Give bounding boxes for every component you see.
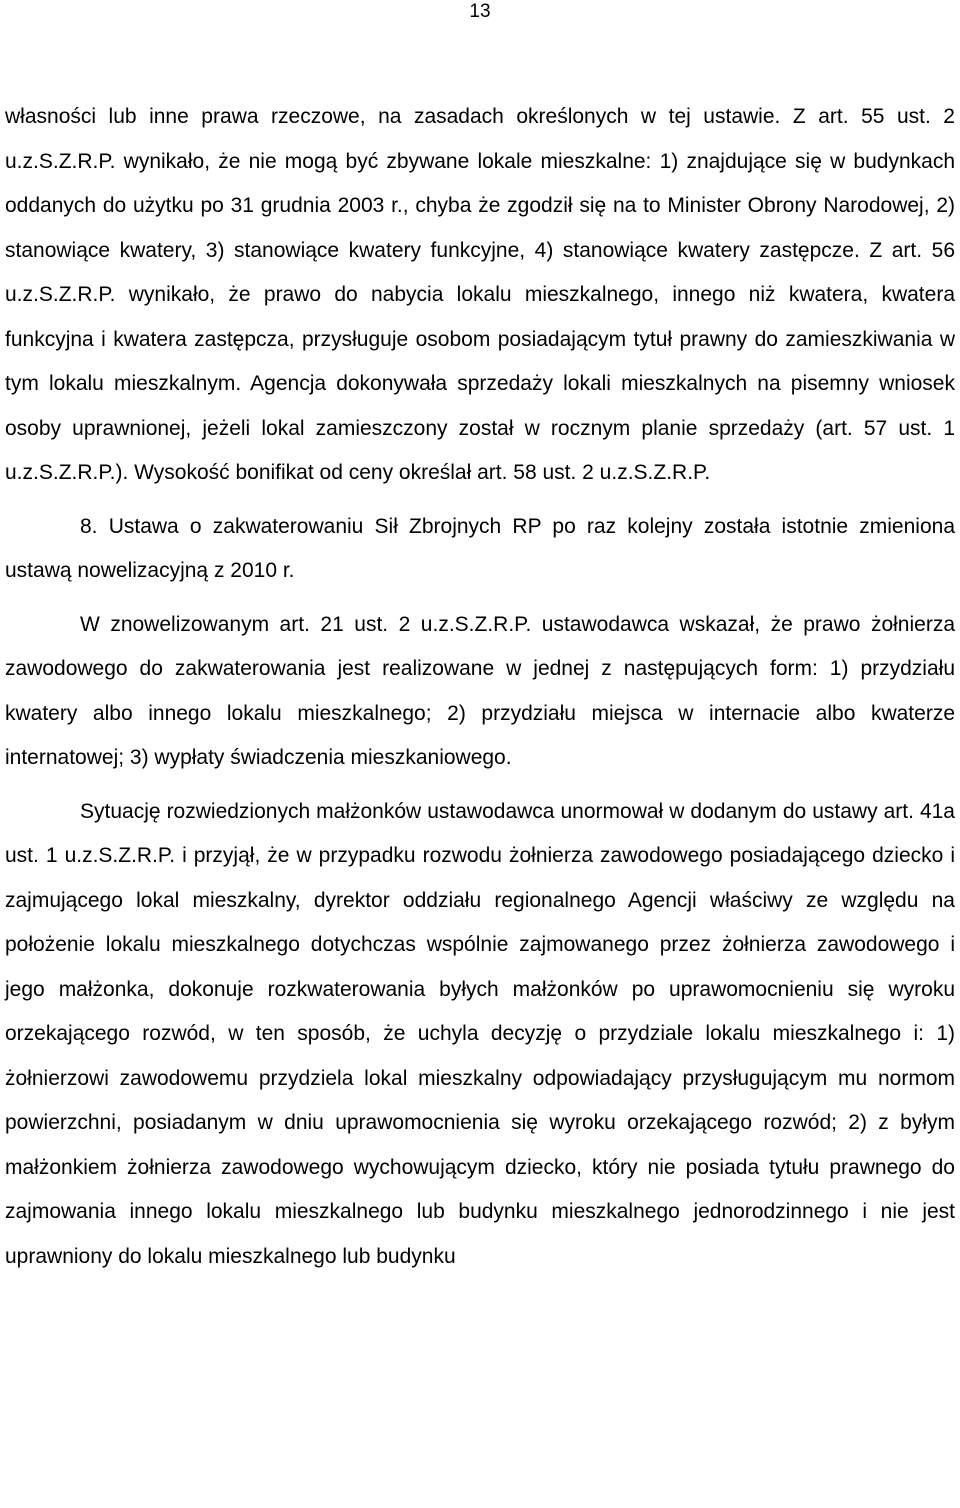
paragraph-art-41a: Sytuację rozwiedzionych małżonków ustawodawca unormował w dodanym do ustawy art. 41a ust. 1 u.z.S.Z.R.P. i przyjął, że w przypadku rozwodu żołnierza zawodowego posiadającego dziecko i zajmującego lokal mieszkalny, dyrektor oddziału regionalnego Agencji właściwy ze względu na położenie lokalu mieszkalnego dotychczas wspólnie zajmowanego przez żołnierza zawodowego i jego małżonka, dokonuje rozkwaterowania byłych małżonków po uprawomocnieniu się wyroku orzekającego rozwód, w ten sposób, że uchyla decyzję o przydziale lokalu mieszkalnego i: 1) żołnierzowi zawodowemu przydziela lokal mieszkalny odpowiadający przysługującym mu normom powierzchni, posiadanym w dniu uprawomocnienia się wyroku orzekającego rozwód; 2) z byłym małżonkiem żołnierza zawodowego wychowującym dziecko, który nie posiada tytułu prawnego do zajmowania innego lokalu mieszkalnego lub budynku mieszkalnego jednorodzinnego i nie jest uprawniony do lokalu mieszkalnego lub budynku [5, 799, 955, 1268]
paragraph-amendment-2010: 8. Ustawa o zakwaterowaniu Sił Zbrojnych RP po raz kolejny została istotnie zmieniona ustawą nowelizacyjną z 2010 r. [5, 514, 955, 582]
paragraph-art-21: W znowelizowanym art. 21 ust. 2 u.z.S.Z.R.P. ustawodawca wskazał, że prawo żołnierza zawodowego do zakwaterowania jest realizowane w jednej z następujących form: 1) przydziału kwatery albo innego lokalu mieszkalnego; 2) przydziału miejsca w internacie albo kwaterze internatowej; 3) wypłaty świadczenia mieszkaniowego. [5, 612, 955, 769]
document-body [5, 95, 955, 1279]
page-number: 13 [469, 1, 491, 22]
paragraph-property-rights: własności lub inne prawa rzeczowe, na zasadach określonych w tej ustawie. Z art. 55 ust. 2 u.z.S.Z.R.P. wynikało, że nie mogą być zbywane lokale mieszkalne: 1) znajdujące się w budynkach oddanych do użytku po 31 grudnia 2003 r., chyba że zgodził się na to Minister Obrony Narodowej, 2) stanowiące kwatery, 3) stanowiące kwatery funkcyjne, 4) stanowiące kwatery zastępcze. Z art. 56 u.z.S.Z.R.P. wynikało, że prawo do nabycia lokalu mieszkalnego, innego niż kwatera, kwatera funkcyjna i kwatera zastępcza, przysługuje osobom posiadającym tytuł prawny do zamieszkiwania w tym lokalu mieszkalnym. Agencja dokonywała sprzedaży lokali mieszkalnych na pisemny wniosek osoby uprawnionej, jeżeli lokal zamieszczony został w rocznym planie sprzedaży (art. 57 ust. 1 u.z.S.Z.R.P.). Wysokość bonifikat od ceny określał art. 58 ust. 2 u.z.S.Z.R.P. [5, 105, 955, 484]
